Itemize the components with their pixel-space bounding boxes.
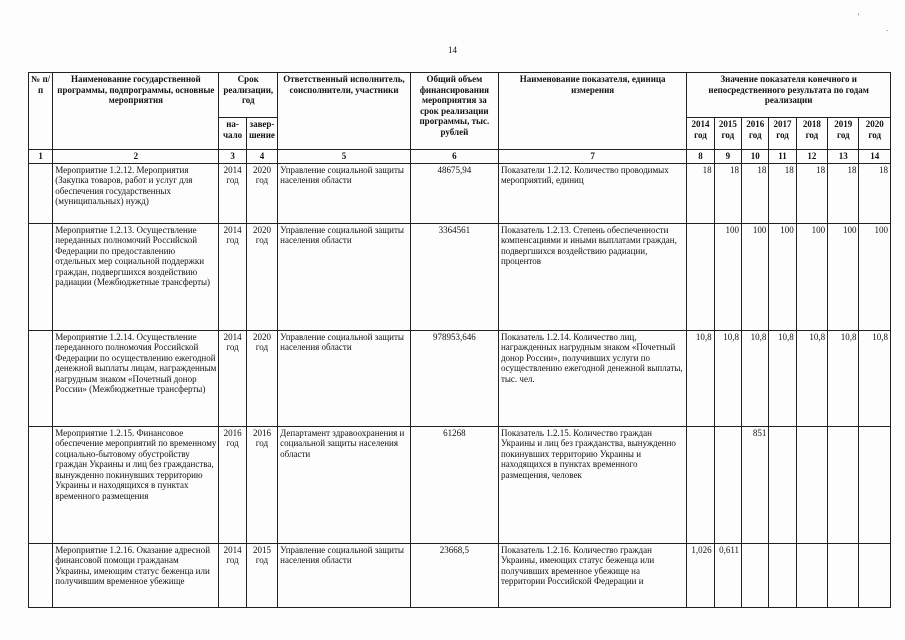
table-row — [29, 163, 891, 223]
executor: Управление социальной защиты населения области — [278, 543, 411, 607]
year-value: 18 — [796, 163, 827, 223]
indicator: Показатель 1.2.15. Количество граждан Украины и лиц без гражданства, вынужденно покинувших территорию Украины и находящихся в пунктах временного размещения, человек — [498, 426, 686, 543]
indicator: Показатель 1.2.16. Количество граждан Украины, имеющих статус беженца или получивших временное убежище на территории Российской Федерации и — [498, 543, 686, 607]
scan-mark: ' — [858, 12, 860, 21]
end-year: 2016 год — [246, 426, 277, 543]
year-value: 100 — [828, 223, 859, 330]
year-value: 10,8 — [859, 330, 891, 426]
year-value — [796, 543, 827, 607]
year-value: 18 — [687, 163, 714, 223]
table-row — [29, 223, 891, 330]
header-end: завер- шение — [246, 118, 277, 150]
year-value: 18 — [714, 163, 741, 223]
header-year: 2016 год — [742, 118, 769, 150]
year-value — [687, 223, 714, 330]
column-index: 12 — [796, 150, 827, 164]
program-table — [28, 72, 891, 608]
year-value: 100 — [796, 223, 827, 330]
header-indicator: Наименование показателя, единица измерения — [498, 73, 686, 150]
year-value: 10,8 — [742, 330, 769, 426]
column-index: 3 — [219, 150, 246, 164]
column-index: 8 — [687, 150, 714, 164]
year-value — [828, 543, 859, 607]
financing: 48675,94 — [410, 163, 498, 223]
indicator: Показатель 1.2.14. Количество лиц, награжденных нагрудным знаком «Почетный донор России», получивших услуги по осуществлению ежегодной денежной выплаты, тыс. чел. — [498, 330, 686, 426]
activity-name: Мероприятие 1.2.12. Мероприятия (Закупка товаров, работ и услуг для обеспечения государственных (муниципальных) нужд) — [53, 163, 219, 223]
column-index-row — [29, 150, 891, 164]
end-year: 2015 год — [246, 543, 277, 607]
column-index: 5 — [278, 150, 411, 164]
year-value — [769, 426, 796, 543]
year-value: 100 — [769, 223, 796, 330]
column-index: 6 — [410, 150, 498, 164]
year-value: 18 — [742, 163, 769, 223]
header-term: Срок реализации, год — [219, 73, 278, 118]
activity-name: Мероприятие 1.2.14. Осуществление переданного полномочия Российской Федерации по осуществлению ежегодной денежной выплаты лицам, награжденным нагрудным знаком «Почетный донор России» (Межбюджетные трансферты) — [53, 330, 219, 426]
header-name: Наименование государственной программы, подпрограммы, основные мероприятия — [53, 73, 219, 150]
indicator: Показатели 1.2.12. Количество проводимых мероприятий, единиц — [498, 163, 686, 223]
header-year: 2017 год — [769, 118, 796, 150]
year-value: 10,8 — [828, 330, 859, 426]
year-value: 10,8 — [796, 330, 827, 426]
column-index: 11 — [769, 150, 796, 164]
header-year: 2019 год — [828, 118, 859, 150]
header-year: 2020 год — [859, 118, 891, 150]
end-year: 2020 год — [246, 223, 277, 330]
column-index: 13 — [828, 150, 859, 164]
year-value: 10,8 — [714, 330, 741, 426]
page-number: 14 — [448, 45, 457, 55]
year-value: 100 — [859, 223, 891, 330]
year-value — [714, 426, 741, 543]
column-index: 1 — [29, 150, 53, 164]
header-num: № п/п — [29, 73, 53, 150]
year-value: 18 — [859, 163, 891, 223]
executor: Управление социальной защиты населения области — [278, 163, 411, 223]
year-value: 100 — [714, 223, 741, 330]
year-value — [742, 543, 769, 607]
header-executor: Ответственный исполнитель, соисполнители, участники — [278, 73, 411, 150]
activity-name: Мероприятие 1.2.16. Оказание адресной финансовой помощи гражданам Украины, имеющим статус беженца или получившим временное убежище — [53, 543, 219, 607]
header-values: Значение показателя конечного и непосредственного результата по годам реализации — [687, 73, 891, 118]
start-year: 2014 год — [219, 163, 246, 223]
start-year: 2014 год — [219, 223, 246, 330]
year-value: 0,611 — [714, 543, 741, 607]
year-value: 18 — [769, 163, 796, 223]
start-year: 2014 год — [219, 330, 246, 426]
year-value — [859, 543, 891, 607]
year-value: 1,026 — [687, 543, 714, 607]
header-year: 2015 год — [714, 118, 741, 150]
scan-mark: . — [886, 24, 888, 33]
year-value: 851 — [742, 426, 769, 543]
header-year: 2018 год — [796, 118, 827, 150]
year-value — [796, 426, 827, 543]
executor: Управление социальной защиты населения области — [278, 223, 411, 330]
table-row — [29, 330, 891, 426]
table-row — [29, 426, 891, 543]
financing: 23668,5 — [410, 543, 498, 607]
end-year: 2020 год — [246, 163, 277, 223]
header-financing: Общий объем финансирования мероприятия за срок реализации программы, тыс. рублей — [410, 73, 498, 150]
header-year: 2014 год — [687, 118, 714, 150]
start-year: 2014 год — [219, 543, 246, 607]
start-year: 2016 год — [219, 426, 246, 543]
year-value — [859, 426, 891, 543]
activity-name: Мероприятие 1.2.13. Осуществление переданных полномочий Российской Федерации по предоставлению отдельных мер социальной поддержки граждан, подвергшихся воздействию радиации (Межбюджетные трансферты) — [53, 223, 219, 330]
year-value: 100 — [742, 223, 769, 330]
year-value — [769, 543, 796, 607]
column-index: 9 — [714, 150, 741, 164]
indicator: Показатель 1.2.13. Степень обеспеченности компенсациями и иными выплатами граждан, подвергшихся воздействию радиации, процентов — [498, 223, 686, 330]
column-index: 10 — [742, 150, 769, 164]
year-value: 18 — [828, 163, 859, 223]
executor: Департамент здравоохранения и социальной защиты населения области — [278, 426, 411, 543]
year-value — [687, 426, 714, 543]
table-row — [29, 543, 891, 607]
end-year: 2020 год — [246, 330, 277, 426]
financing: 978953,646 — [410, 330, 498, 426]
column-index: 2 — [53, 150, 219, 164]
year-value — [828, 426, 859, 543]
financing: 3364561 — [410, 223, 498, 330]
executor: Управление социальной защиты населения области — [278, 330, 411, 426]
header-start: на- чало — [219, 118, 246, 150]
year-value: 10,8 — [687, 330, 714, 426]
financing: 61268 — [410, 426, 498, 543]
column-index: 7 — [498, 150, 686, 164]
year-value: 10,8 — [769, 330, 796, 426]
column-index: 14 — [859, 150, 891, 164]
column-index: 4 — [246, 150, 277, 164]
activity-name: Мероприятие 1.2.15. Финансовое обеспечение мероприятий по временному социально-бытовому обустройству граждан Украины и лиц без гражданства, вынужденно покинувших территорию Украины и находящихся в пунктах временного размещения — [53, 426, 219, 543]
